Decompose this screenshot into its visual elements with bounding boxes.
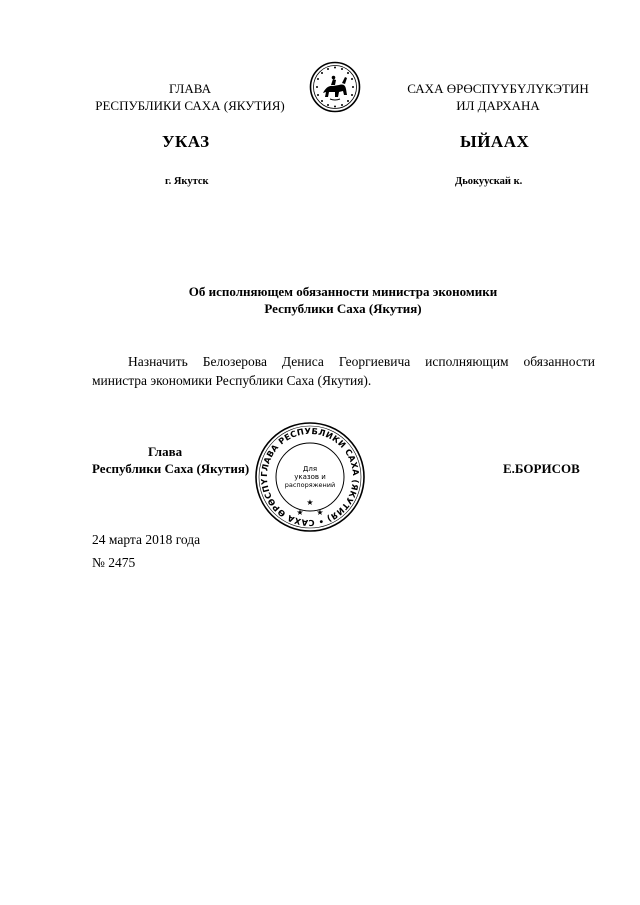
stamp-center-line1: Для <box>302 465 318 473</box>
header-left <box>85 80 295 114</box>
subject-line2: Республики Саха (Якутия) <box>264 301 422 316</box>
decree-title-right: ЫЙААХ <box>460 132 530 151</box>
signature-title-line1: Глава <box>148 444 183 459</box>
city-left: г. Якутск <box>165 176 209 187</box>
decree-number: № 2475 <box>92 555 136 570</box>
official-stamp <box>254 421 366 533</box>
stamp-center-line3: распоряжений <box>284 481 336 489</box>
subject-line1: Об исполняющем обязанности министра экономики <box>188 284 498 299</box>
decree-date: 24 марта 2018 года <box>92 532 201 547</box>
decree-body: Назначить Белозерова Дениса Георгиевича исполняющим обязанности министра экономики Республики Саха (Якутия). <box>92 354 595 388</box>
stamp-center-line2: указов и <box>294 473 326 481</box>
stamp-ring-text: ГЛАВА РЕСПУБЛИКИ САХА (ЯКУТИЯ) • САХА ӨРӨСПҮ <box>258 425 362 529</box>
header-right <box>378 80 618 114</box>
city-right: Дьокуускай к. <box>455 176 523 187</box>
decree-title-left: УКАЗ <box>162 132 210 151</box>
header-right-line1: САХА ӨРӨСПҮҮБҮЛҮКЭТИН <box>407 81 589 96</box>
signature-title-line2: Республики Саха (Якутия) <box>92 461 250 476</box>
signature-name: Е.БОРИСОВ <box>503 461 580 476</box>
header-left-line2: РЕСПУБЛИКИ САХА (ЯКУТИЯ) <box>95 98 285 113</box>
stamp-star-icon: ★ <box>296 508 304 517</box>
decree-subject <box>92 283 594 317</box>
header-right-line2: ИЛ ДАРХАНА <box>456 98 540 113</box>
stamp-star-icon: ★ <box>316 508 324 517</box>
header-left-line1: ГЛАВА <box>169 81 211 96</box>
coat-of-arms-icon <box>309 61 361 113</box>
stamp-star-icon: ★ <box>306 498 314 507</box>
